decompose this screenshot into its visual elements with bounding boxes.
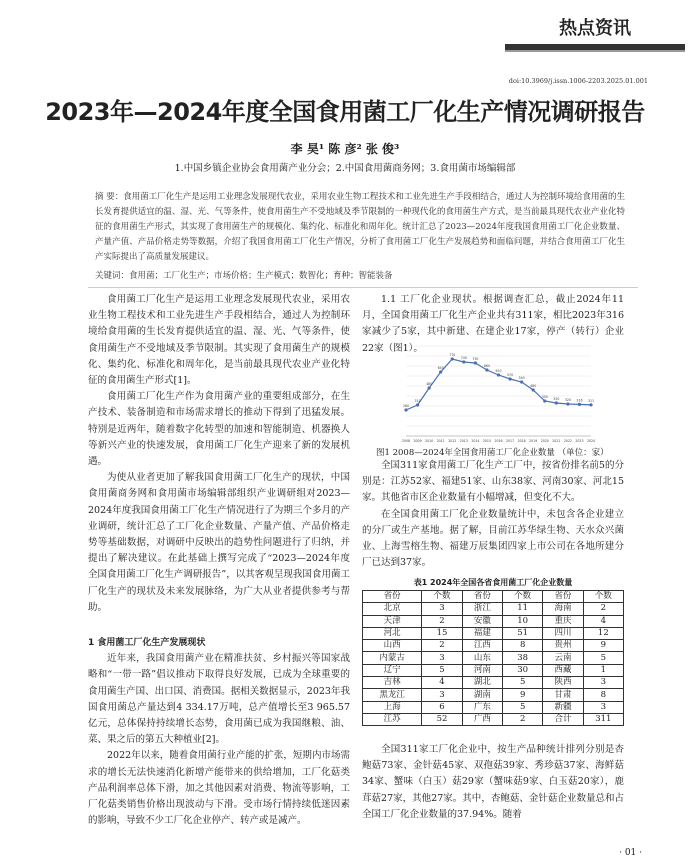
table-header-row bbox=[363, 591, 624, 603]
table-cell: 广东 bbox=[462, 701, 502, 713]
right-column-mid bbox=[362, 458, 624, 571]
table-caption: 表1 2024年全国各省食用菌工厂化企业数量 bbox=[413, 578, 573, 587]
data-label: 730 bbox=[472, 357, 479, 361]
x-tick-label: 2010 bbox=[425, 439, 434, 443]
table-cell: 3 bbox=[422, 652, 462, 664]
data-label: 460 bbox=[530, 384, 537, 388]
table-cell: 吉林 bbox=[363, 677, 422, 689]
x-tick-label: 2024 bbox=[586, 439, 596, 443]
data-label: 660 bbox=[483, 364, 490, 368]
x-tick-label: 2022 bbox=[563, 439, 572, 443]
table-cell: 9 bbox=[583, 640, 623, 652]
table-cell: 9 bbox=[503, 689, 543, 701]
table-cell: 省份 bbox=[363, 591, 422, 603]
affiliations: 1.中国乡镇企业协会食用菌产业分会；2.中国食用菌商务网；3.食用菌市场编辑部 bbox=[174, 163, 516, 174]
table-row bbox=[363, 603, 624, 615]
table-cell: 4 bbox=[583, 615, 623, 627]
data-label: 350 bbox=[541, 395, 548, 399]
table-cell: 辽宁 bbox=[363, 664, 422, 676]
table-cell: 个数 bbox=[583, 591, 623, 603]
keywords: 关键词：食用菌；工厂化生产；市场价格；生产模式；数智化；育种；智能装备 bbox=[95, 271, 393, 281]
data-point bbox=[439, 370, 442, 373]
table-row bbox=[363, 640, 624, 652]
x-tick-label: 2020 bbox=[540, 439, 549, 443]
paragraph: 全国311家食用菌工厂化生产工厂中，按省份排名前5的分别是：江苏52家、福建51家、山东38家、河南30家、河北15家。其他省市区企业数量有小幅增减，但变化不大。 bbox=[362, 460, 624, 504]
x-tick-label: 2016 bbox=[494, 439, 503, 443]
table-cell: 浙江 bbox=[462, 603, 502, 615]
data-point bbox=[416, 403, 419, 406]
table-cell: 海南 bbox=[543, 603, 583, 615]
data-label: 316 bbox=[576, 398, 583, 403]
table-cell: 6 bbox=[422, 701, 462, 713]
table-cell: 河南 bbox=[462, 664, 502, 676]
table-cell: 四川 bbox=[543, 627, 583, 639]
x-tick-label: 2013 bbox=[459, 439, 468, 443]
data-point bbox=[555, 401, 558, 404]
table-cell: 广西 bbox=[462, 713, 502, 725]
table-cell: 5 bbox=[503, 677, 543, 689]
table-cell: 新疆 bbox=[543, 701, 583, 713]
x-tick-label: 2023 bbox=[575, 439, 584, 443]
data-point bbox=[428, 386, 431, 389]
table-cell: 安徽 bbox=[462, 615, 502, 627]
table-cell: 个数 bbox=[503, 591, 543, 603]
data-label: 610 bbox=[495, 369, 502, 373]
data-point bbox=[485, 368, 488, 371]
line-chart bbox=[396, 338, 596, 448]
table-row bbox=[363, 615, 624, 627]
x-tick-label: 2012 bbox=[448, 439, 457, 443]
series-line bbox=[406, 359, 591, 410]
table-cell: 52 bbox=[422, 713, 462, 725]
table-cell: 河北 bbox=[363, 627, 422, 639]
x-tick-label: 2011 bbox=[436, 439, 445, 443]
x-tick-label: 2017 bbox=[506, 439, 515, 443]
data-label: 570 bbox=[507, 373, 514, 377]
table-cell: 8 bbox=[503, 640, 543, 652]
table-cell: 甘肃 bbox=[543, 689, 583, 701]
data-label: 770 bbox=[449, 353, 456, 357]
table-row bbox=[363, 689, 624, 701]
table-cell: 8 bbox=[583, 689, 623, 701]
paragraph: 近年来，我国食用菌产业在精准扶贫、乡村振兴等国家战略和“一带一路”倡议推动下取得良好发展，已成为全球重要的食用菌生产国、出口国、消费国。据相关数据显示，2023年我国食用菌总产量达到4 334.17万吨，总产值增长至3 965.57亿元，总体保持持续增长态势，食用菌已成为我国继粮、油、菜、果之后的第五大种植业[2]。 bbox=[88, 653, 350, 746]
table-cell: 3 bbox=[583, 677, 623, 689]
table-cell: 省份 bbox=[462, 591, 502, 603]
data-point bbox=[474, 361, 477, 364]
left-column bbox=[88, 292, 350, 616]
table-cell: 重庆 bbox=[543, 615, 583, 627]
data-label: 640 bbox=[437, 366, 444, 370]
paragraph: 1.1 工厂化企业现状。根据调查汇总，截止2024年11月，全国食用菌工厂化生产企业共有311家，相比2023年316家减少了5家，其中新建、在建企业17家，停产（转行）企业22家（图1）。 bbox=[362, 294, 624, 354]
table-cell: 内蒙古 bbox=[363, 652, 422, 664]
table-cell: 北京 bbox=[363, 603, 422, 615]
x-tick-label: 2019 bbox=[529, 439, 538, 443]
table-cell: 15 bbox=[422, 627, 462, 639]
data-label: 311 bbox=[587, 398, 595, 403]
table-row bbox=[363, 701, 624, 713]
abstract: 摘 要：食用菌工厂化生产是运用工业理念发展现代农业，采用农业生物工程技术和工业先进生产手段相结合，通过人为控制环境给食用菌的生长发育提供适宜的温、湿、光、气等条件，使食用菌生产不受地域及季节限制的一种现代化的食用菌生产方式，是当前最具现代农业产业化特征的食用菌生产形式，其实现了食用菌生产的规模化、集约化、标准化和周年化。统计汇总了2023—2024年度我国食用菌工厂化企业数量、产量产值、产品价格走势等数据，介绍了我国食用菌工厂化生产情况，分析了食用菌工厂化生产发展趋势和面临问题，并结合食用菌工厂化生产实际提出了高质量发展建议。 bbox=[95, 192, 625, 262]
table-cell: 3 bbox=[422, 603, 462, 615]
paragraph: 在全国食用菌工厂化企业数量统计中，未包含各企业建立的分厂或生产基地。据了解，目前江苏华绿生物、天水众兴菌业、上海雪榕生物、福建万辰集团四家上市公司在各地所建分厂已达到37家。 bbox=[362, 508, 624, 569]
data-point bbox=[578, 403, 581, 406]
left-column-lower bbox=[88, 635, 350, 829]
table-cell: 山西 bbox=[363, 640, 422, 652]
table-row bbox=[363, 627, 624, 639]
table-cell: 3 bbox=[422, 689, 462, 701]
table-cell: 4 bbox=[422, 677, 462, 689]
page-number: · 01 · bbox=[619, 848, 642, 858]
table-row bbox=[363, 677, 624, 689]
data-point bbox=[566, 402, 569, 405]
x-tick-label: 2008 bbox=[401, 439, 411, 443]
table-cell: 云南 bbox=[543, 652, 583, 664]
table-cell: 个数 bbox=[422, 591, 462, 603]
paragraph: 食用菌工厂化生产是运用工业理念发展现代农业，采用农业生物工程技术和工业先进生产手段相结合，通过人为控制环境给食用菌的生长发育提供适宜的温、湿、光、气等条件，使食用菌生产不受地域及季节限制。其实现了食用菌生产的规模化、集约化、标准化和周年化，是当前最具现代农业产业化特征的食用菌生产形式[1]。 bbox=[88, 294, 350, 387]
data-point bbox=[462, 360, 465, 363]
authors: 李 昊¹ 陈 彦² 张 俊³ bbox=[290, 142, 400, 156]
table-cell: 江苏 bbox=[363, 713, 422, 725]
table-cell: 西藏 bbox=[543, 664, 583, 676]
table-cell: 陕西 bbox=[543, 677, 583, 689]
data-label: 260 bbox=[402, 404, 410, 408]
table-cell: 2 bbox=[503, 713, 543, 725]
data-label: 320 bbox=[564, 398, 571, 402]
table-cell: 5 bbox=[503, 701, 543, 713]
table-cell: 1 bbox=[583, 664, 623, 676]
paragraph: 食用菌工厂化生产作为食用菌产业的重要组成部分，在生产技术、装备制造和市场需求增长的推动下得到了迅猛发展。特别是近两年，随着数字化转型的加速和智能制造、机器换人等新兴产业的快速发展，食用菌工厂化生产迎来了新的发展机遇。 bbox=[88, 391, 350, 468]
x-tick-label: 2018 bbox=[517, 439, 526, 443]
table-cell: 贵州 bbox=[543, 640, 583, 652]
paragraph: 全国311家工厂化企业中，按生产品种统计排列分别是杏鲍菇73家、金针菇45家、双孢菇39家、秀珍菇37家、海鲜菇34家、蟹味（白玉）菇29家（蟹味菇9家、白玉菇20家），鹿茸菇27家，其他27家。其中，杏鲍菇、金针菇企业数量总和占全国工厂化企业数量的37.94%。随着 bbox=[362, 744, 624, 820]
table-cell: 30 bbox=[503, 664, 543, 676]
x-tick-label: 2015 bbox=[482, 439, 491, 443]
x-tick-label: 2014 bbox=[471, 439, 480, 443]
data-point bbox=[508, 377, 511, 380]
table-row bbox=[363, 652, 624, 664]
table-cell: 11 bbox=[503, 603, 543, 615]
table-cell: 省份 bbox=[543, 591, 583, 603]
table-cell: 黑龙江 bbox=[363, 689, 422, 701]
x-tick-label: 2021 bbox=[552, 439, 561, 443]
table-cell: 3 bbox=[583, 701, 623, 713]
data-point bbox=[532, 388, 535, 391]
data-label: 330 bbox=[553, 397, 560, 401]
table-cell: 上海 bbox=[363, 701, 422, 713]
data-point bbox=[497, 373, 500, 376]
table-row bbox=[363, 664, 624, 676]
table-row bbox=[363, 713, 624, 725]
page-title: 2023年—2024年度全国食用菌工厂化生产情况调研报告 bbox=[45, 98, 645, 126]
table-cell: 2 bbox=[583, 603, 623, 615]
table-cell: 51 bbox=[503, 627, 543, 639]
data-point bbox=[404, 408, 407, 411]
doi: doi:10.3969/j.issn.1006-2203.2025.01.001 bbox=[508, 77, 648, 85]
table-cell: 2 bbox=[422, 640, 462, 652]
data-label: 310 bbox=[414, 399, 421, 403]
data-label: 480 bbox=[426, 382, 433, 386]
table-cell: 5 bbox=[422, 664, 462, 676]
table-cell: 江西 bbox=[462, 640, 502, 652]
divider bbox=[88, 287, 638, 288]
table-cell: 湖南 bbox=[462, 689, 502, 701]
table-cell: 合计 bbox=[543, 713, 583, 725]
table-cell: 12 bbox=[583, 627, 623, 639]
province-table bbox=[362, 590, 624, 726]
figure-caption: 图1 2008—2024年全国食用菌工厂化企业数量 （单位：家） bbox=[376, 448, 609, 458]
x-tick-label: 2009 bbox=[413, 439, 422, 443]
data-point bbox=[451, 357, 454, 360]
right-column-bottom bbox=[362, 742, 624, 823]
table-cell: 311 bbox=[583, 713, 623, 725]
section-tag: 热点资讯 bbox=[520, 12, 670, 42]
data-point bbox=[589, 403, 592, 406]
paragraph: 为使从业者更加了解我国食用菌工厂化生产的现状，中国食用菌商务网和食用菌市场编辑部组织产业调研组对2023—2024年度我国食用菌工厂化生产情况进行了为期三个多月的产业调研，统计汇总了工厂化企业数量、产量产值、产品价格走势等基础数据，对调研中反映出的趋势性问题进行了归纳，并提出了解决建议。在此基础上撰写完成了“2023—2024年度全国食用菌工厂化生产调研报告”，以其客观呈现我国食用菌工厂化生产的现状及未来发展脉络，为广大从业者提供参考与帮助。 bbox=[88, 472, 350, 613]
table-cell: 2 bbox=[422, 615, 462, 627]
table-cell: 天津 bbox=[363, 615, 422, 627]
section-heading: 1 食用菌工厂化生产发展现状 bbox=[88, 638, 206, 648]
data-point bbox=[543, 399, 546, 402]
table-cell: 山东 bbox=[462, 652, 502, 664]
paragraph: 2022年以来，随着食用菌行业产能的扩张，短期内市场需求的增长无法快速消化新增产能带来的供给增加，工厂化菇类产品利润率总体下滑，加之其他因素对消费、物流等影响，工厂化菇类销售价格出现波动与下滑。受市场行情持续低迷因素的影响，导致不少工厂化企业停产、转产或是减产。 bbox=[88, 750, 350, 827]
header-rule-thin bbox=[505, 50, 685, 52]
table-cell: 福建 bbox=[462, 627, 502, 639]
table-cell: 38 bbox=[503, 652, 543, 664]
table-cell: 湖北 bbox=[462, 677, 502, 689]
data-point bbox=[520, 380, 523, 383]
table-cell: 5 bbox=[583, 652, 623, 664]
table-cell: 10 bbox=[503, 615, 543, 627]
data-label: 740 bbox=[460, 356, 467, 360]
data-label: 540 bbox=[518, 376, 525, 380]
